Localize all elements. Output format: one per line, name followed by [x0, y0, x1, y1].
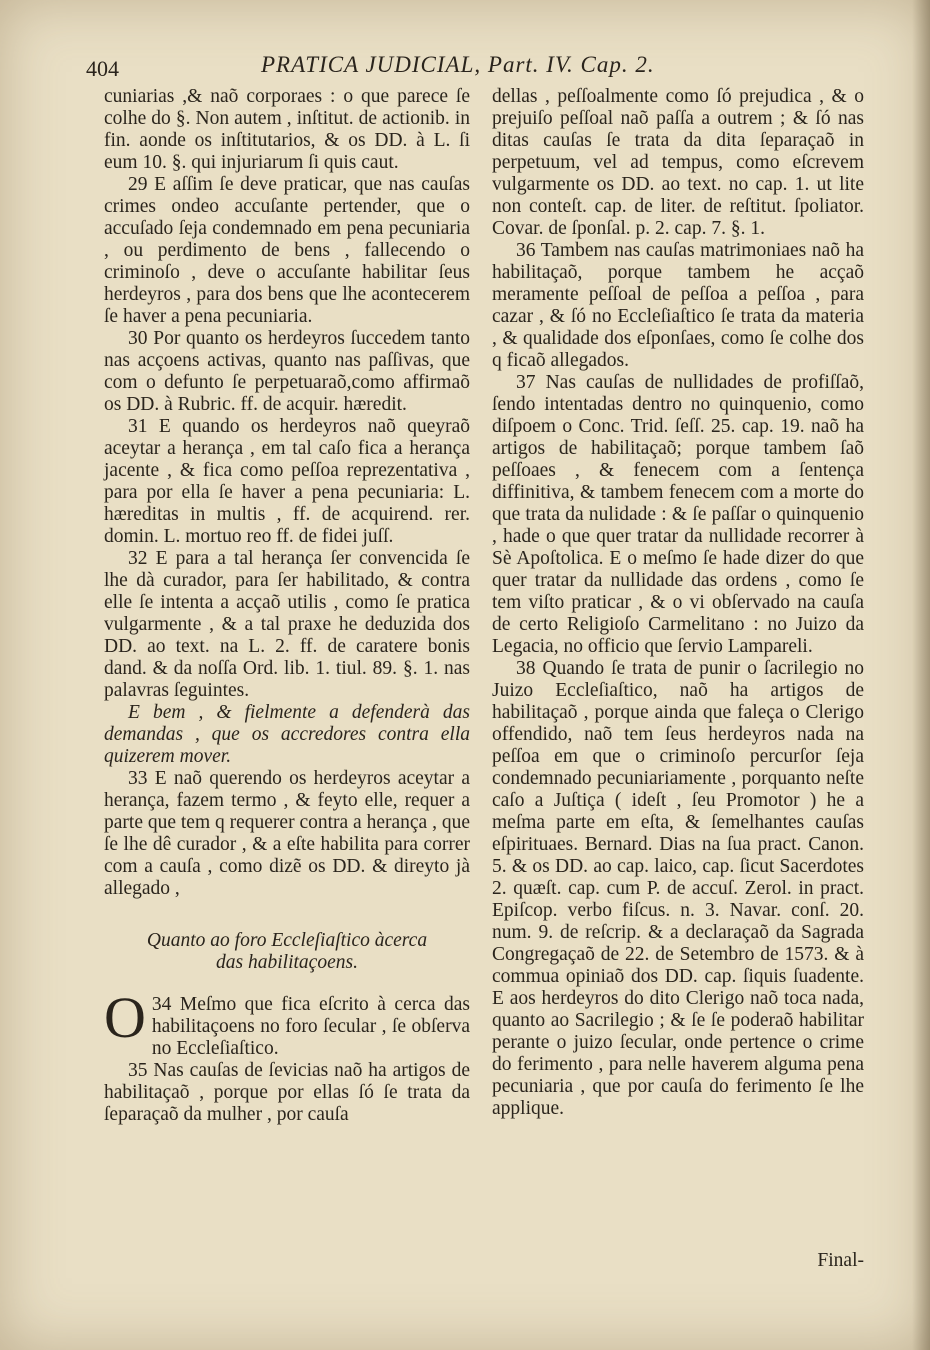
running-title: PRATICA JUDICIAL, Part. IV. Cap. 2.	[261, 52, 655, 77]
paragraph-35: 35 Nas cauſas de ſevicias naõ ha artigos de habilitaçaõ , porque por ellas ſó ſe trata da ſeparaçaõ da mulher , por cauſa	[104, 1060, 470, 1125]
page-header	[86, 52, 856, 88]
paragraph-38: 38 Quando ſe trata de punir o ſacrilegio no Juizo Eccleſiaſtico, naõ ha artigos de habilitaçaõ , porque ainda que faleça o Clerigo offendido, naõ tem ſeus herdeyros nada na peſſoa em que o criminoſo percurſor ſeja condemnado pecuniariamente , porquanto neſte caſo a Juſtiça ( ideſt , ſeu Promotor ) he a meſma parte em eſta, & ſemelhantes cauſas eſpirituaes. Bernard. Dias na ſua pract. Canon. 5. & os DD. ao cap. laico, cap. ſicut Sacerdotes 2. quæſt. cap. cum P. de accuſ. Zerol. in pract. Epiſcop. verbo fiſcus. n. 3. Navar. conſ. 20. num. 9. de reſcrip. & a declaraçaõ da Sagrada Congregaçaõ de 22. de Setembro de 1573. & à commua opiniaõ dos DD. cap. ſiquis ſuadente. E aos herdeyros do dito Clerigo naõ toca nada, quanto ao Sacrilegio ; & ſe ſe poderaõ habilitar perante o juizo ſecular, onde pertence o crime do ferimento , para nelle haverem alguma pena pecuniaria , que por cauſa do ferimento ſe lhe applique.	[492, 658, 864, 1119]
ordinance-quote: E bem , & fielmente a defenderà das demandas , que os accredores contra ella quizerem mover.	[104, 702, 470, 767]
paragraph-33: 33 E naõ querendo os herdeyros aceytar a herança, fazem termo , & feyto elle, requer a parte que tem q requerer contra a herança , que ſe lhe dê curador , & a eſte habilita para correr com a cauſa , como dizẽ os DD. & direyto jà allegado ,	[104, 768, 470, 899]
section-heading-line-1: Quanto ao foro Eccleſiaſtico àcerca	[146, 930, 428, 951]
right-column	[492, 86, 864, 1120]
paragraph-34-text: 34 Meſmo que fica eſcrito à cerca das habilitaçoens no foro ſecular , ſe obſerva no Eccleſiaſtico.	[151, 994, 470, 1059]
page-number: 404	[86, 56, 119, 81]
paragraph-continued: cuniarias ,& naõ corporaes : o que parece ſe colhe do §. Non autem , inſtitut. de actionib. in fin. aonde os inſtitutarios, & os DD. à L. ſi eum 10. §. qui injuriarum ſi quis caut.	[104, 86, 470, 173]
paragraph-37: 37 Nas cauſas de nullidades de profiſſaõ, ſendo intentadas dentro no quinquenio, como diſpoem o Conc. Trid. ſeſſ. 25. cap. 19. naõ ha artigos de habilitaçaõ; porque tambem ſaõ peſſoaes , & fenecem com a ſentença diffinitiva, & tambem fenecem com a morte do que trata da nulidade : & ſe paſſar o quinquenio , hade o que quer tratar da nullidade recorrer à Sè Apoſtolica. E o meſmo ſe hade dizer do que quer tratar da nullidade das ordens , como ſe tem viſto praticar , & o vi obſervado na cauſa de certo Religioſo Carmelitano : no Juizo da Legacia, no officio que ſervio Lampareli.	[492, 372, 864, 657]
paragraph-34	[104, 985, 470, 1060]
paragraph-29: 29 E aſſim ſe deve praticar, que nas cauſas crimes ondeo accuſante pertender, que o accuſado ſeja condemnado em pena pecuniaria , ou perdimento de bens , fallecendo o criminoſo , deve o accuſante habilitar ſeus herdeyros , para dos bens que lhe acontecerem ſe haver a pena pecuniaria.	[104, 174, 470, 327]
paragraph-32: 32 E para a tal herança ſer convencida ſe lhe dà curador, para ſer habilitado, & contra elle ſe intenta a acçaõ utilis , como ſe pratica vulgarmente , & a tal praxe he deduzida dos DD. ao text. na L. 2. ff. de caratere bonis dand. & da noſſa Ord. lib. 1. tiul. 89. §. 1. nas palavras ſeguintes.	[104, 548, 470, 701]
left-column	[104, 86, 470, 1126]
paragraph-31: 31 E quando os herdeyros naõ queyraõ aceytar a herança , em tal caſo fica a herança jacente , & fica como peſſoa reprezentativa , para por ella ſe haver a pena pecuniaria: L. hæreditas in multis , ff. de acquirend. rer. domin. L. mortuo reo ff. de fidei juſſ.	[104, 416, 470, 547]
catchword: Final-	[817, 1250, 864, 1271]
drop-cap: O	[104, 985, 146, 1050]
paragraph-30: 30 Por quanto os herdeyros ſuccedem tanto nas acçoens activas, quanto nas paſſivas, que com o defunto ſe perpetuaraõ,como affirmaõ os DD. à Rubric. ff. de acquir. hæredit.	[104, 328, 470, 415]
section-heading-line-2: das habilitaçoens.	[216, 952, 358, 973]
paragraph-continued-right: dellas , peſſoalmente como ſó prejudica , & o prejuiſo peſſoal naõ paſſa a outrem ; & ſó nas ditas cauſas ſe trata da dita ſeparaçaõ in perpetuum, vel ad tempus, como eſcrevem vulgarmente os DD. ao text. no cap. 1. ut lite non conteſt. cap. de liter. de reſtitut. ſpoliator. Covar. de ſponſal. p. 2. cap. 7. §. 1.	[492, 86, 864, 239]
paragraph-36: 36 Tambem nas cauſas matrimoniaes naõ ha habilitaçaõ, porque tambem he acçaõ meramente peſſoal de peſſoa a peſſoa , para cazar , & ſó no Eccleſiaſtico ſe trata da materia , & qualidade dos eſponſaes, como ſe colhe dos q ficaõ allegados.	[492, 240, 864, 371]
section-heading	[104, 930, 470, 974]
